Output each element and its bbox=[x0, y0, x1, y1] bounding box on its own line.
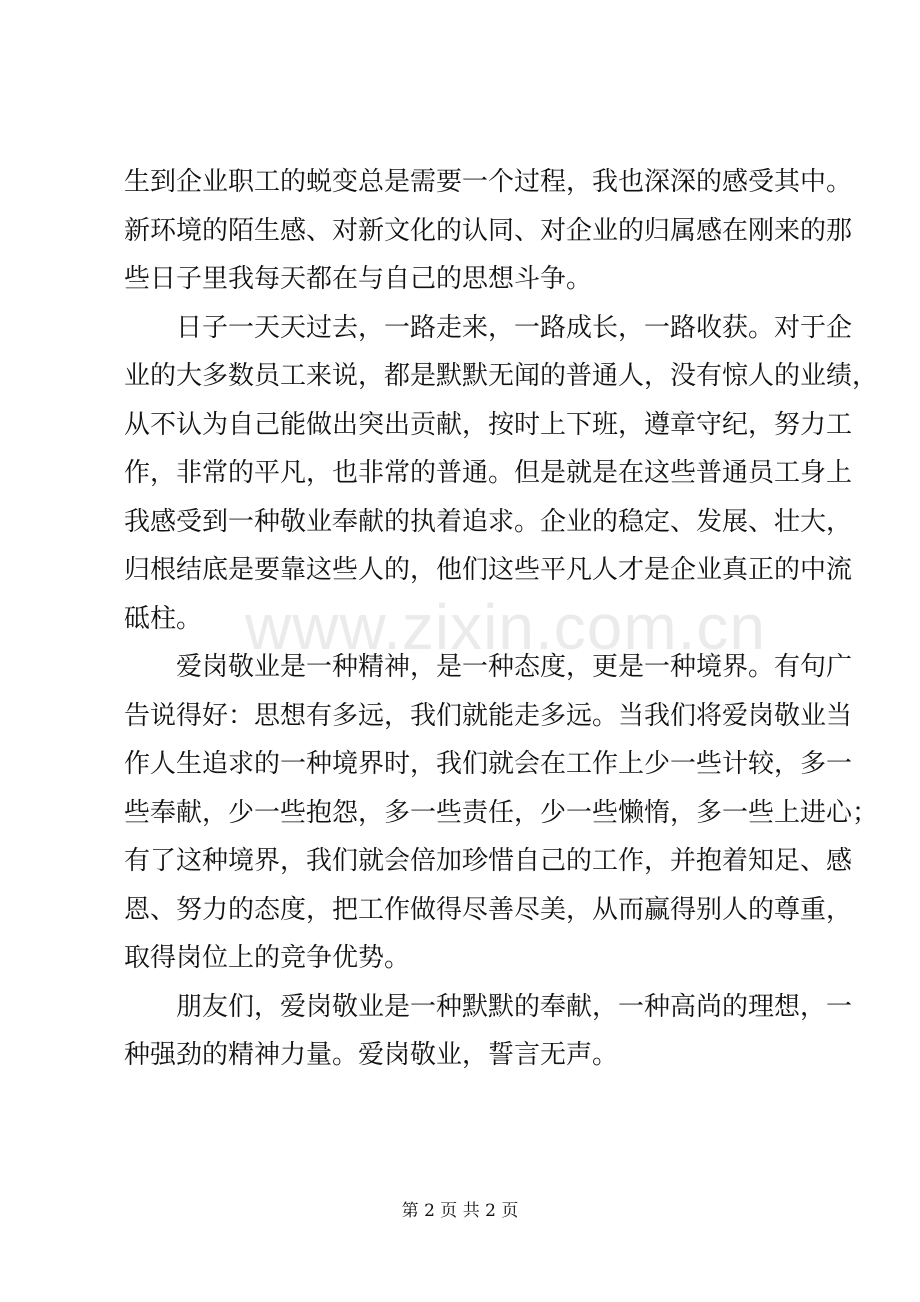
text-line: 业的大多数员工来说，都是默默无闻的普通人，没有惊人的业绩， bbox=[124, 361, 879, 391]
paragraph-3 bbox=[124, 643, 879, 983]
text-line: 从不认为自己能做出突出贡献，按时上下班，遵章守纪，努力工 bbox=[124, 409, 853, 440]
text-line: 归根结底是要靠这些人的，他们这些平凡人才是企业真正的中流 bbox=[124, 555, 853, 585]
body-text bbox=[124, 158, 879, 1080]
text-line: 有了这种境界，我们就会倍加珍惜自己的工作，并抱着知足、感 bbox=[124, 846, 853, 876]
text-line: 爱岗敬业是一种精神，是一种态度，更是一种境界。有句广 bbox=[176, 652, 853, 682]
text-line: 些奉献，少一些抱怨，多一些责任，少一些懒惰，多一些上进心； bbox=[124, 797, 879, 828]
text-line: 取得岗位上的竞争优势。 bbox=[124, 943, 411, 973]
text-line: 种强劲的精神力量。爱岗敬业，誓言无声。 bbox=[124, 1040, 619, 1070]
text-line: 告说得好：思想有多远，我们就能走多远。当我们将爱岗敬业当 bbox=[124, 700, 853, 731]
paragraph-4 bbox=[124, 983, 853, 1080]
paragraph-2 bbox=[124, 304, 879, 644]
text-line: 我感受到一种敬业奉献的执着追求。企业的稳定、发展、壮大， bbox=[124, 506, 853, 537]
text-line: 恩、努力的态度，把工作做得尽善尽美，从而赢得别人的尊重， bbox=[124, 894, 853, 925]
text-line: 新环境的陌生感、对新文化的认同、对企业的归属感在刚来的那 bbox=[124, 215, 853, 246]
paragraph-1 bbox=[124, 158, 853, 304]
text-line: 些日子里我每天都在与自己的思想斗争。 bbox=[124, 264, 593, 294]
text-line: 作人生追求的一种境界时，我们就会在工作上少一些计较，多一 bbox=[124, 749, 853, 779]
text-line: 生到企业职工的蜕变总是需要一个过程，我也深深的感受其中。 bbox=[124, 167, 853, 197]
text-line: 砥柱。 bbox=[124, 603, 203, 634]
text-line: 作，非常的平凡，也非常的普通。但是就是在这些普通员工身上 bbox=[124, 458, 853, 488]
text-line: 朋友们，爱岗敬业是一种默默的奉献，一种高尚的理想，一 bbox=[176, 991, 853, 1022]
text-line: 日子一天天过去，一路走来，一路成长，一路收获。对于企 bbox=[176, 312, 853, 343]
page-footer: 第 2 页 共 2 页 bbox=[401, 1201, 519, 1221]
watermark: www.zixin.com.cn bbox=[245, 591, 766, 663]
